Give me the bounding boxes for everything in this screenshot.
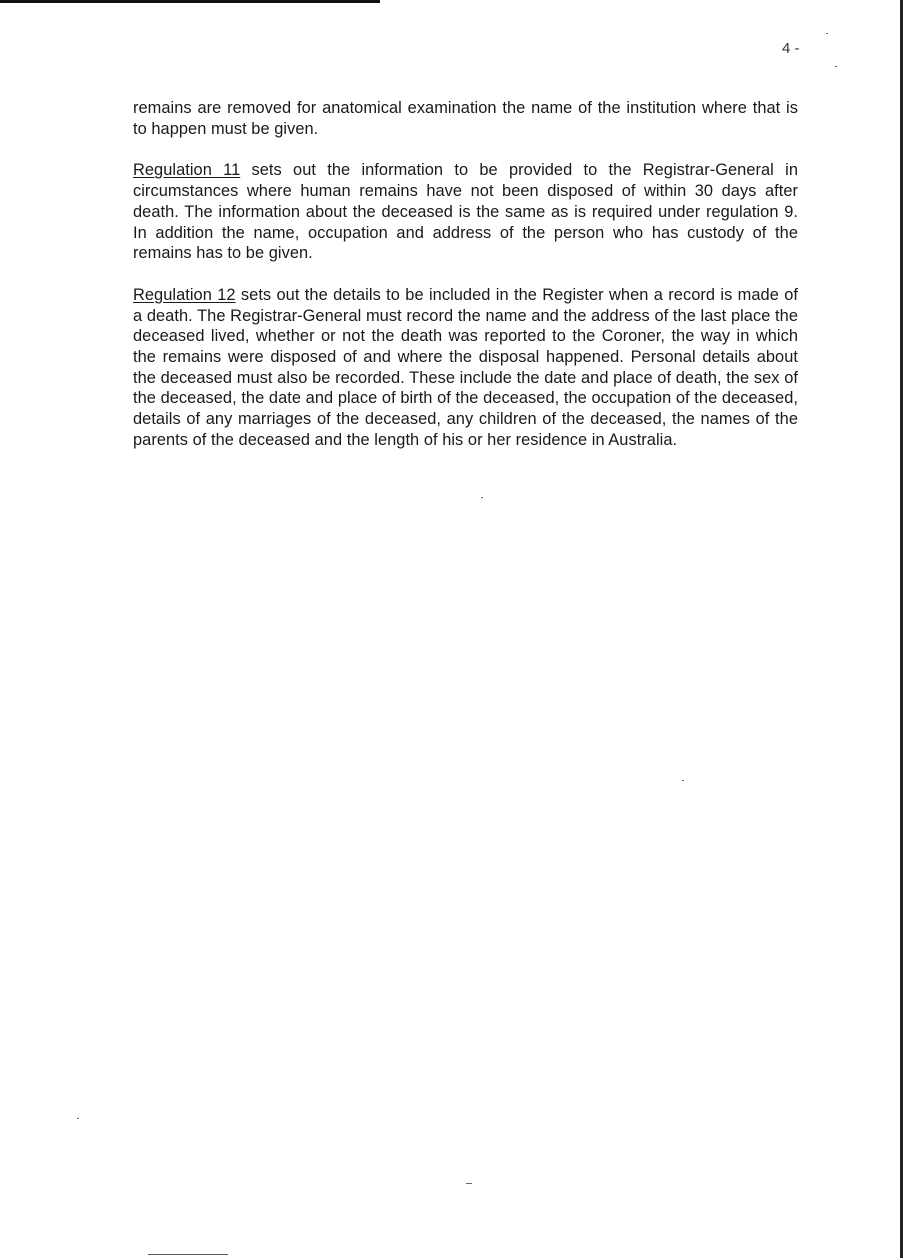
scan-speck bbox=[826, 33, 828, 34]
paragraph-text: remains are removed for anatomical examination the name of the institution where that is to happen must be given. bbox=[133, 99, 798, 138]
document-body bbox=[133, 98, 798, 472]
scan-speck bbox=[682, 780, 684, 781]
paragraph-text: sets out the information to be provided to the Registrar-General in circumstances where human remains have not been disposed of within 30 days after death. The information about the deceased is the same as is required under regulation 9. In addition the name, occupation and address of the person who has custody of the remains has to be given. bbox=[133, 161, 798, 263]
scan-speck bbox=[481, 497, 483, 498]
paragraph-continuation bbox=[133, 98, 798, 139]
scan-bottom-mark bbox=[148, 1254, 228, 1255]
page-number: 4 - bbox=[782, 40, 800, 57]
scan-top-border bbox=[0, 0, 380, 3]
regulation-11-heading: Regulation 11 bbox=[133, 161, 241, 180]
scan-speck bbox=[466, 1183, 472, 1184]
regulation-12-heading: Regulation 12 bbox=[133, 285, 236, 304]
scan-speck bbox=[77, 1118, 79, 1119]
scan-speck bbox=[835, 66, 837, 67]
paragraph-text: sets out the details to be included in the Register when a record is made of a death. The Registrar-General must record the name and the address of the last place the deceased lived, whether or not the death was reported to the Coroner, the way in which the remains were disposed of and where the disposal happened. Personal details about the deceased must also be recorded. These include the date and place of death, the sex of the deceased, the date and place of birth of the deceased, the occupation of the deceased, details of any marriages of the deceased, any children of the deceased, the names of the parents of the deceased and the length of his or her residence in Australia. bbox=[133, 285, 798, 449]
paragraph-regulation-11 bbox=[133, 160, 798, 264]
paragraph-regulation-12 bbox=[133, 285, 798, 451]
